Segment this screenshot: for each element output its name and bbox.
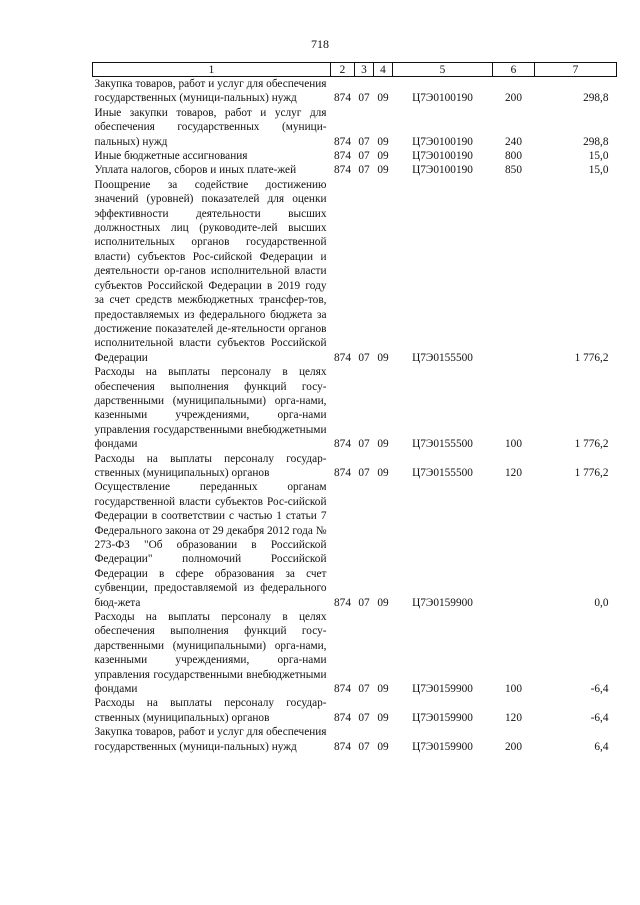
row-subsection-code: 09 [377, 711, 389, 724]
row-expense-type: 120 [505, 466, 522, 479]
row-ministry-code: 874 [334, 92, 351, 105]
row-amount: 15,0 [588, 150, 609, 163]
row-subsection-code: 09 [377, 135, 389, 148]
row-subsection-code: 09 [377, 740, 389, 753]
row-target-article: Ц7Э0155500 [412, 351, 473, 364]
table-row [93, 696, 617, 725]
row-expense-type: 100 [505, 438, 522, 451]
row-section-code: 07 [358, 164, 370, 177]
row-description: Иные закупки товаров, работ и услуг для обеспечения государственных (муници-пальных) нужд [94, 106, 327, 148]
row-subsection-code: 09 [377, 596, 389, 609]
row-target-article: Ц7Э0100190 [412, 135, 473, 148]
table-row [93, 610, 617, 696]
row-expense-type: 850 [505, 164, 522, 177]
row-section-code: 07 [358, 683, 370, 696]
table-row [93, 365, 617, 451]
table-header-row [93, 63, 617, 77]
row-amount: -6,4 [590, 683, 609, 696]
row-amount: 298,8 [583, 92, 609, 105]
row-description: Расходы на выплаты персоналу государ-ственных (муниципальных) органов [94, 697, 327, 724]
row-description: Расходы на выплаты персоналу в целях обеспечения выполнения функций госу-дарственными (муниципальными) орга-нами, казенными учреждениями, орга-нами управления государственными внебюджетными фондами [94, 611, 327, 696]
row-subsection-code: 09 [377, 92, 389, 105]
column-header: 1 [93, 63, 331, 77]
row-amount: 6,4 [594, 740, 609, 753]
row-amount: 1 776,2 [574, 438, 609, 451]
row-ministry-code: 874 [334, 351, 351, 364]
row-description: Расходы на выплаты персоналу в целях обеспечения выполнения функций госу-дарственными (муниципальными) орга-нами, казенными учреждениями, орга-нами управления государственными внебюджетными фондами [94, 366, 327, 451]
table-row [93, 480, 617, 610]
row-section-code: 07 [358, 740, 370, 753]
row-section-code: 07 [358, 711, 370, 724]
row-expense-type: 200 [505, 740, 522, 753]
row-target-article: Ц7Э0159900 [412, 683, 473, 696]
row-target-article: Ц7Э0159900 [412, 596, 473, 609]
row-ministry-code: 874 [334, 135, 351, 148]
row-ministry-code: 874 [334, 466, 351, 479]
row-section-code: 07 [358, 92, 370, 105]
table-row [93, 725, 617, 754]
column-header: 4 [374, 63, 393, 77]
row-target-article: Ц7Э0159900 [412, 711, 473, 724]
row-subsection-code: 09 [377, 150, 389, 163]
column-header: 5 [393, 63, 493, 77]
table-row [93, 452, 617, 481]
row-expense-type: 800 [505, 150, 522, 163]
table-row [93, 178, 617, 365]
row-target-article: Ц7Э0100190 [412, 150, 473, 163]
row-description: Поощрение за содействие достижению значений (уровней) показателей для оценки эффективности деятельности высших должностных лиц (руководите-лей высших исполнительных органов государственной власти) субъектов Рос-сийской Федерации и деятельности ор-ганов исполнительной власти субъектов Российской Федерации в 2019 году за счет средств межбюджетных трансфер-тов, предоставляемых из федерального бюджета за достижение показателей де-ятельности органов исполнительной власти субъектов Российской Федерации [94, 178, 327, 364]
column-header: 7 [535, 63, 617, 77]
budget-table [92, 62, 617, 754]
row-description: Расходы на выплаты персоналу государ-ственных (муниципальных) органов [94, 452, 327, 479]
row-description: Закупка товаров, работ и услуг для обеспечения государственных (муници-пальных) нужд [94, 726, 327, 753]
row-ministry-code: 874 [334, 711, 351, 724]
row-target-article: Ц7Э0100190 [412, 92, 473, 105]
row-description: Осуществление переданных органам государственной власти субъектов Рос-сийской Федерации в соответствии с частью 1 статьи 7 Федерального закона от 29 декабря 2012 года № 273-ФЗ "Об образовании в Российской Федерации" полномочий Российской Федерации в сфере образования за счет субвенции, предоставляемой из федерального бюд-жета [94, 481, 327, 609]
row-amount: 0,0 [594, 596, 609, 609]
row-ministry-code: 874 [334, 596, 351, 609]
row-expense-type: 200 [505, 92, 522, 105]
row-ministry-code: 874 [334, 150, 351, 163]
row-target-article: Ц7Э0155500 [412, 466, 473, 479]
row-expense-type: 120 [505, 711, 522, 724]
row-description: Уплата налогов, сборов и иных плате-жей [94, 164, 297, 177]
column-header: 3 [355, 63, 374, 77]
row-subsection-code: 09 [377, 164, 389, 177]
row-target-article: Ц7Э0155500 [412, 438, 473, 451]
row-subsection-code: 09 [377, 683, 389, 696]
row-subsection-code: 09 [377, 351, 389, 364]
row-amount: -6,4 [590, 711, 609, 724]
row-expense-type [493, 178, 535, 365]
column-header: 2 [331, 63, 355, 77]
row-expense-type: 240 [505, 135, 522, 148]
row-ministry-code: 874 [334, 164, 351, 177]
row-target-article: Ц7Э0100190 [412, 164, 473, 177]
row-section-code: 07 [358, 150, 370, 163]
row-section-code: 07 [358, 438, 370, 451]
row-section-code: 07 [358, 466, 370, 479]
row-target-article: Ц7Э0159900 [412, 740, 473, 753]
table-row [93, 163, 617, 177]
row-description: Закупка товаров, работ и услуг для обеспечения государственных (муници-пальных) нужд [94, 78, 327, 105]
row-ministry-code: 874 [334, 740, 351, 753]
column-header: 6 [493, 63, 535, 77]
table-row [93, 149, 617, 163]
row-amount: 1 776,2 [574, 466, 609, 479]
row-section-code: 07 [358, 596, 370, 609]
row-expense-type [493, 480, 535, 610]
row-subsection-code: 09 [377, 466, 389, 479]
page-number: 718 [311, 37, 329, 51]
row-subsection-code: 09 [377, 438, 389, 451]
row-ministry-code: 874 [334, 683, 351, 696]
row-description: Иные бюджетные ассигнования [94, 150, 248, 163]
row-amount: 15,0 [588, 164, 609, 177]
row-section-code: 07 [358, 135, 370, 148]
row-amount: 298,8 [583, 135, 609, 148]
table-row [93, 106, 617, 149]
row-ministry-code: 874 [334, 438, 351, 451]
row-amount: 1 776,2 [574, 351, 609, 364]
table-row [93, 77, 617, 106]
row-section-code: 07 [358, 351, 370, 364]
row-expense-type: 100 [505, 683, 522, 696]
table-body [93, 77, 617, 755]
